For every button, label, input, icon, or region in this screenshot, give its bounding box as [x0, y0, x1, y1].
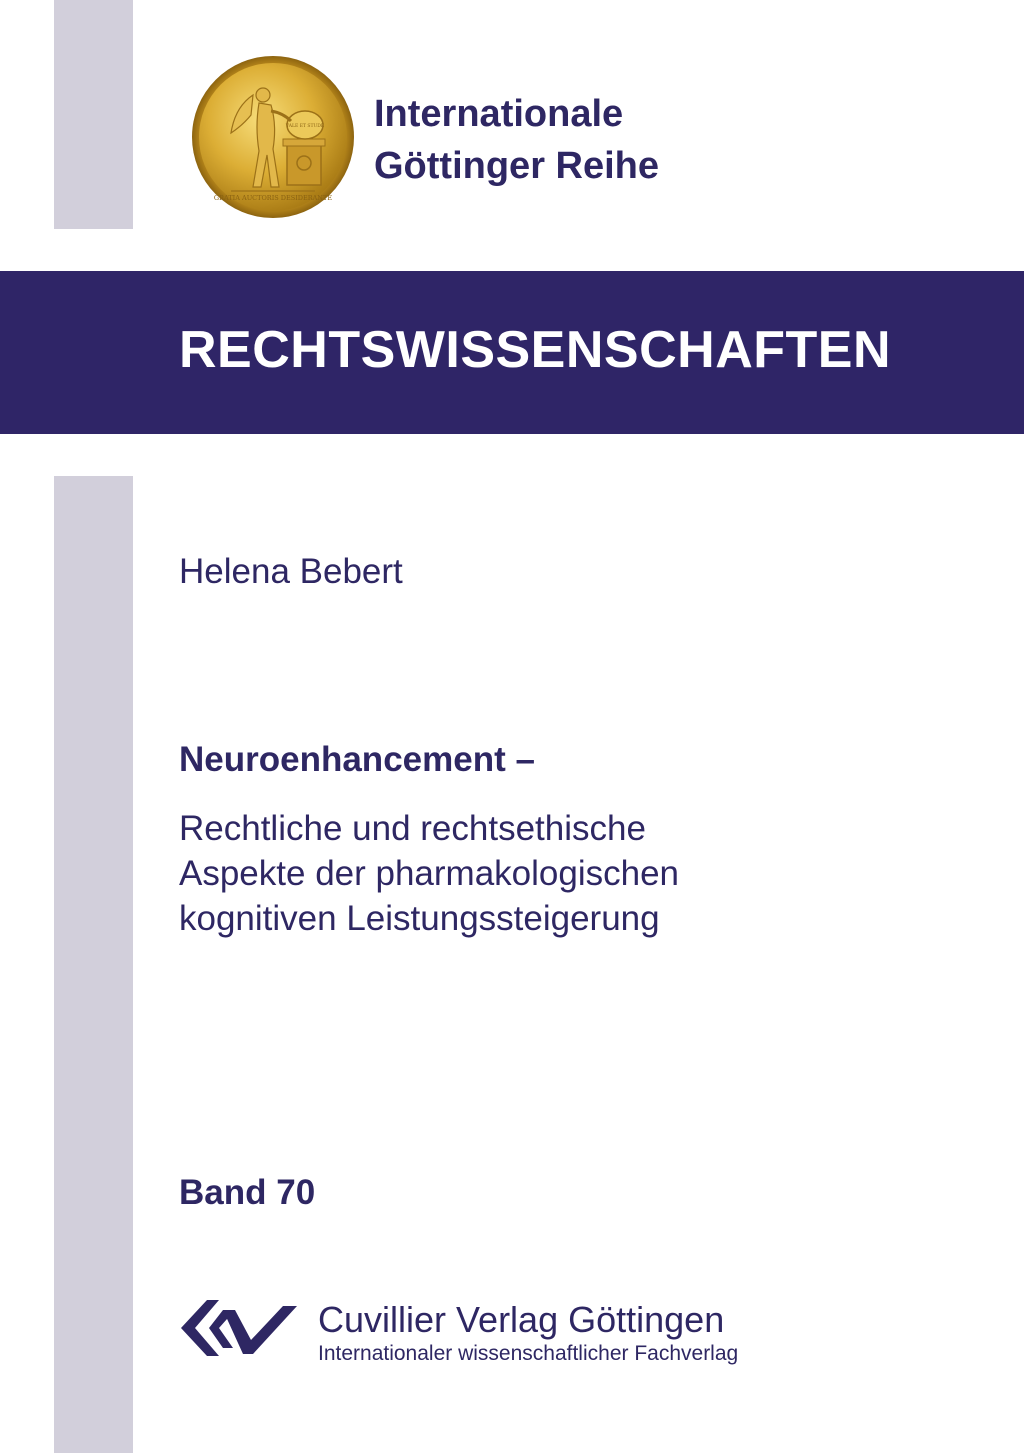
publisher-name: Cuvillier Verlag Göttingen — [318, 1299, 725, 1340]
book-title: Neuroenhancement – — [179, 740, 535, 779]
series-title — [374, 88, 659, 192]
subtitle-line-2: Aspekte der pharmakologischen — [179, 854, 680, 893]
medal-tablet-text: VALE ET STUDE — [285, 124, 325, 129]
decorative-side-bar-top — [54, 0, 133, 229]
book-subtitle — [179, 806, 679, 941]
gold-medal-icon — [191, 55, 355, 219]
volume-number: Band 70 — [179, 1173, 316, 1212]
subject-banner-text: RECHTSWISSENSCHAFTEN — [179, 321, 892, 379]
series-title-line-2: Göttinger Reihe — [374, 145, 660, 187]
subtitle-line-1: Rechtliche und rechtsethische — [179, 809, 646, 848]
decorative-side-bar-bottom — [54, 476, 133, 1453]
subtitle-line-3: kognitiven Leistungssteigerung — [179, 899, 660, 938]
author-name: Helena Bebert — [179, 552, 403, 591]
series-title-line-1: Internationale — [374, 93, 624, 135]
cuvillier-logo-icon — [179, 1296, 299, 1362]
medal-inscription: GRATIA AUCTORIS DESIDERANTE — [213, 194, 333, 202]
publisher-tagline: Internationaler wissenschaftlicher Fachverlag — [318, 1342, 739, 1365]
